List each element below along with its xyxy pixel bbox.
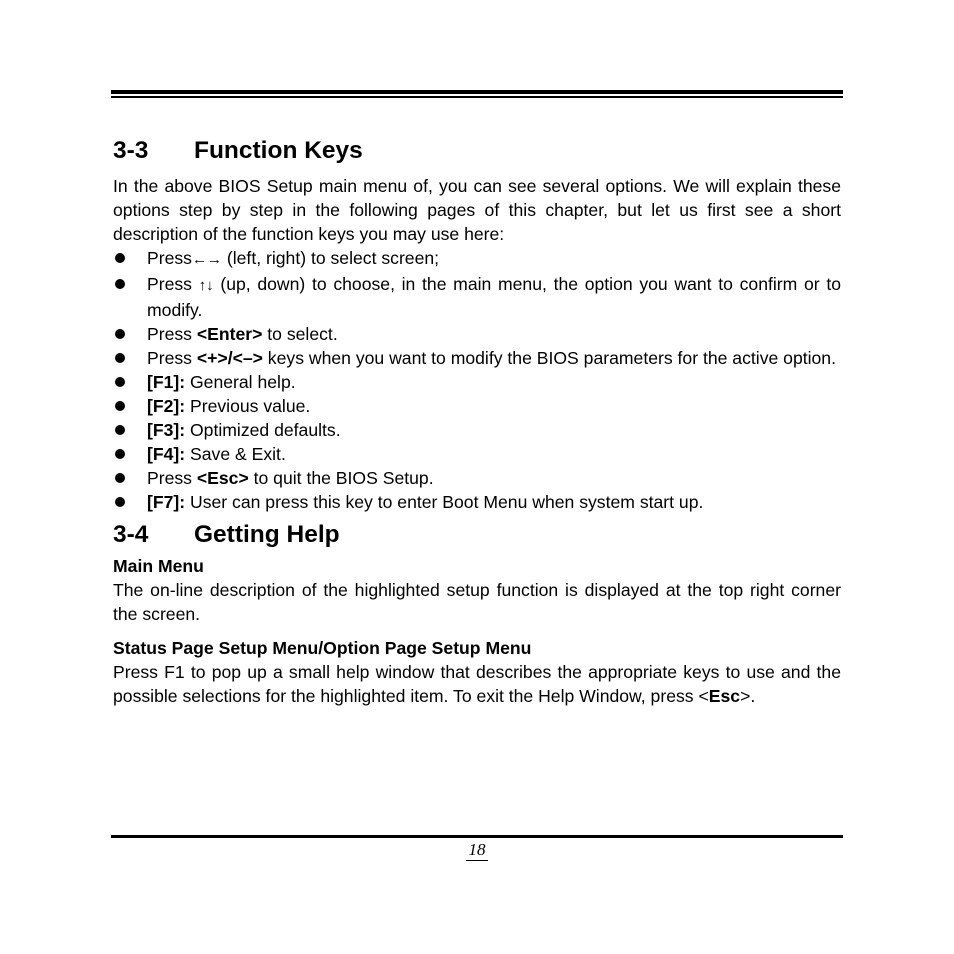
item-text: to quit the BIOS Setup.	[248, 468, 434, 488]
key-label: <Enter>	[196, 324, 263, 344]
bullet-icon	[115, 449, 125, 459]
key-label: [F3]:	[147, 420, 186, 440]
key-label: [F7]:	[147, 492, 186, 512]
bullet-icon	[115, 279, 125, 289]
status-page-text: Press F1 to pop up a small help window that describes the appropriate keys to use and the possible selections for the highlighted item. To exit the Help Window, press <	[113, 662, 841, 706]
footer-rule	[111, 835, 843, 838]
bullet-icon	[115, 425, 125, 435]
list-item	[113, 418, 841, 442]
bullet-icon	[115, 401, 125, 411]
status-page-heading: Status Page Setup Menu/Option Page Setup Menu	[113, 638, 532, 658]
item-prefix: Press	[147, 468, 197, 488]
section-title: Function Keys	[194, 137, 363, 164]
bullet-icon	[115, 353, 125, 363]
list-item	[113, 370, 841, 394]
getting-help-section	[113, 516, 841, 708]
bullet-icon	[115, 497, 125, 507]
key-label: <Esc>	[196, 468, 249, 488]
item-prefix: Press	[147, 324, 197, 344]
key-label: [F4]:	[147, 444, 186, 464]
bullet-icon	[115, 377, 125, 387]
main-menu-heading: Main Menu	[113, 556, 204, 576]
section-heading-function-keys	[113, 132, 841, 170]
item-text: keys when you want to modify the BIOS parameters for the active option.	[262, 348, 836, 368]
page-number: 18	[466, 840, 488, 861]
item-prefix: Press	[147, 348, 197, 368]
list-item	[113, 272, 841, 322]
section-number: 3-4	[113, 521, 149, 548]
list-item	[113, 346, 841, 370]
key-label: <+>/<–>	[196, 348, 263, 368]
list-item	[113, 490, 841, 514]
item-text: General help.	[185, 372, 296, 392]
bullet-icon	[115, 473, 125, 483]
item-prefix: Press	[147, 248, 192, 268]
bullet-icon	[115, 329, 125, 339]
status-page-paragraph	[113, 660, 841, 708]
section-heading-getting-help	[113, 516, 841, 554]
status-page-text-end: >.	[740, 686, 756, 706]
key-label: [F1]:	[147, 372, 186, 392]
section-title: Getting Help	[194, 521, 340, 548]
item-text: to select.	[262, 324, 338, 344]
list-item	[113, 246, 841, 272]
list-item	[113, 466, 841, 490]
list-item	[113, 394, 841, 418]
key-label: [F2]:	[147, 396, 186, 416]
list-item	[113, 442, 841, 466]
item-text: (up, down) to choose, in the main menu, the option you want to confirm or to modify.	[147, 274, 841, 320]
item-text: User can press this key to enter Boot Menu when system start up.	[185, 492, 704, 512]
main-menu-paragraph: The on-line description of the highlighted setup function is displayed at the top right corner the screen.	[113, 580, 841, 624]
function-key-list	[113, 246, 841, 514]
esc-key-label: Esc	[708, 686, 741, 706]
item-text: (left, right) to select screen;	[221, 248, 440, 268]
page-content	[113, 132, 841, 708]
item-text: Save & Exit.	[185, 444, 286, 464]
header-rule-thin	[111, 96, 843, 98]
header-rule-thick	[111, 90, 843, 94]
item-text: Previous value.	[185, 396, 311, 416]
intro-paragraph: In the above BIOS Setup main menu of, you can see several options. We will explain these options step by step in the following pages of this chapter, but let us first see a short description of the function keys you may use here:	[113, 176, 841, 244]
left-right-arrows-icon: ←→	[191, 251, 222, 268]
item-text: Optimized defaults.	[185, 420, 341, 440]
item-prefix: Press	[147, 274, 199, 294]
section-number: 3-3	[113, 137, 149, 164]
up-down-arrows-icon: ↑↓	[198, 277, 214, 294]
list-item	[113, 322, 841, 346]
bullet-icon	[115, 253, 125, 263]
